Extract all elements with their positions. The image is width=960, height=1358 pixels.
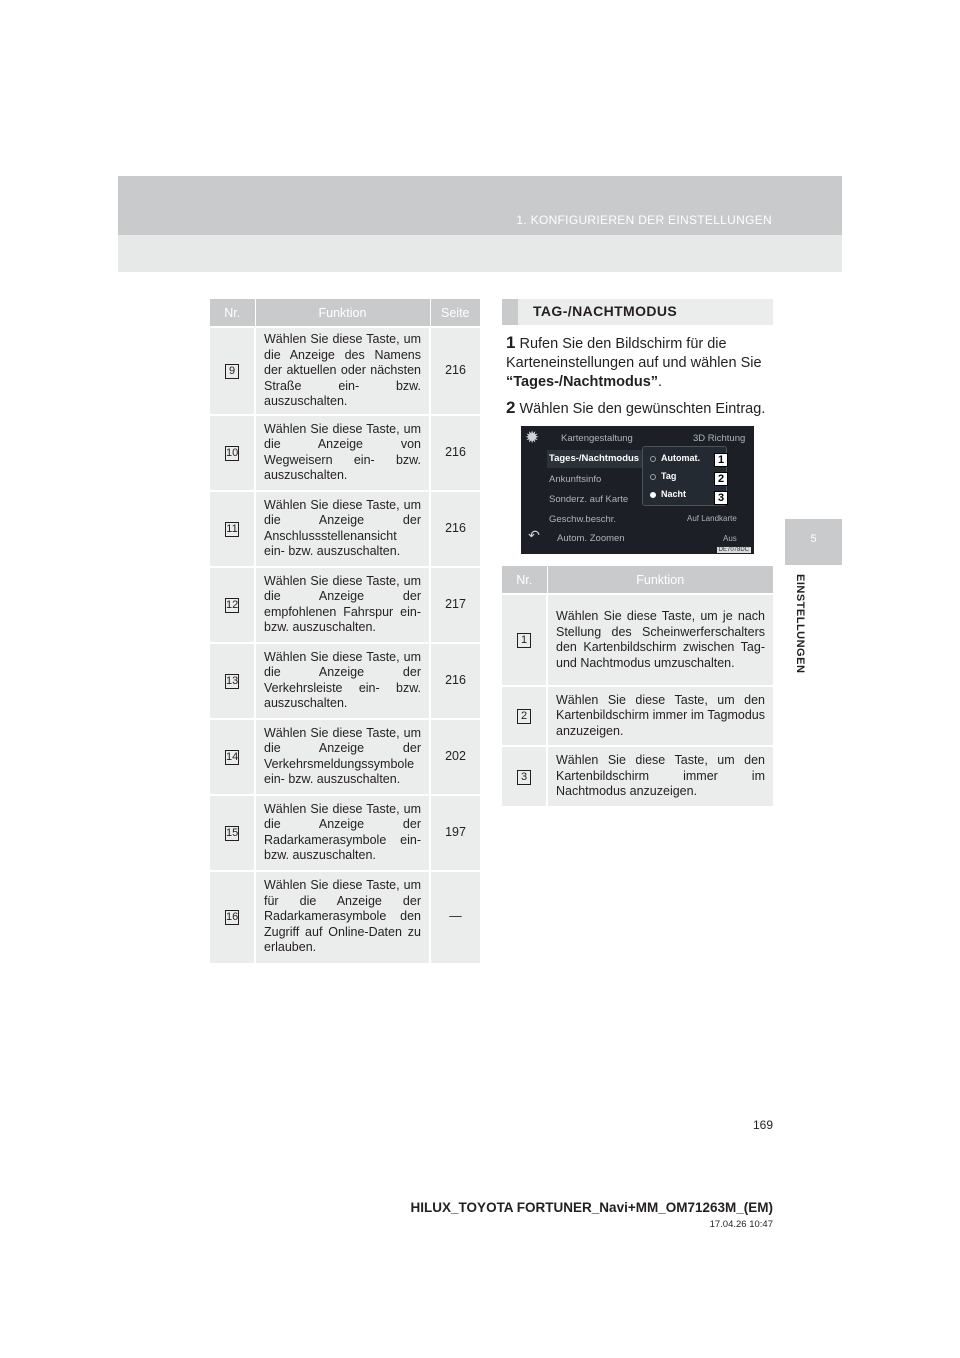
table-row: [502, 746, 773, 806]
radio-selected-icon: [650, 492, 656, 498]
row-function: Wählen Sie diese Taste, um die Anzeige des Namens der aktuellen oder nächsten Straße ein- bzw. auszuschalten.: [255, 327, 430, 415]
row-function: Wählen Sie diese Taste, um den Kartenbildschirm immer im Tagmodus anzuzeigen.: [547, 686, 773, 746]
section-heading-marker: [502, 299, 518, 325]
document-id: HILUX_TOYOTA FORTUNER_Navi+MM_OM71263M_(EM): [410, 1200, 773, 1215]
menu-item-value: Aus: [723, 534, 737, 543]
row-number-badge: 3: [517, 770, 531, 785]
col-header-funktion: Funktion: [547, 566, 773, 594]
menu-item: Autom. Zoomen: [557, 533, 625, 544]
row-number-badge: 9: [225, 364, 239, 379]
row-number-badge: 2: [517, 709, 531, 724]
section-title: TAG-/NACHTMODUS: [533, 303, 678, 319]
table-row: [210, 567, 480, 643]
row-function: Wählen Sie diese Taste, um die Anzeige der Verkehrsleiste ein- bzw. auszuschalten.: [255, 643, 430, 719]
radio-icon: [650, 474, 656, 480]
menu-item: Ankunftsinfo: [549, 474, 602, 485]
option-label: Nacht: [661, 489, 687, 499]
row-function: Wählen Sie diese Taste, um die Anzeige von Wegweisern ein- bzw. auszuschalten.: [255, 415, 430, 491]
table-row: [210, 795, 480, 871]
option-label: Tag: [661, 471, 677, 481]
table-row: [502, 594, 773, 686]
row-function: Wählen Sie diese Taste, um die Anzeige der Anschlussstellenansicht ein- bzw. auszuschalten.: [255, 491, 430, 567]
step-1: [506, 333, 774, 392]
table-row: [210, 327, 480, 415]
callout-badge: 1: [714, 453, 728, 467]
row-number-badge: 16: [226, 911, 239, 923]
settings-table: [210, 299, 480, 963]
row-page: 217: [430, 567, 480, 643]
row-page: —: [430, 871, 480, 963]
chapter-number: 5: [810, 533, 817, 545]
col-header-nr: Nr.: [502, 566, 547, 594]
callout-badge: 2: [714, 472, 728, 486]
table-row: [210, 871, 480, 963]
chapter-tab: [785, 519, 842, 565]
row-number-badge: 1: [517, 633, 531, 648]
row-function: Wählen Sie diese Taste, um die Anzeige der empfohlenen Fahrspur ein- bzw. auszuschalten.: [255, 567, 430, 643]
row-page: 216: [430, 415, 480, 491]
mode-table: [502, 566, 773, 806]
menu-item-value: 3D Richtung: [693, 433, 746, 444]
table-header-row: [502, 566, 773, 594]
step-number: 1: [506, 333, 516, 352]
row-function: Wählen Sie diese Taste, um den Kartenbildschirm immer im Nachtmodus anzuzeigen.: [547, 746, 773, 806]
table-row: [210, 719, 480, 795]
row-number-badge: 12: [226, 598, 239, 611]
col-header-funktion: Funktion: [255, 299, 430, 327]
print-timestamp: 17.04.26 10:47: [709, 1219, 773, 1230]
chapter-title: 1. KONFIGURIEREN DER EINSTELLUNGEN: [516, 213, 772, 227]
settings-screen-illustration: [521, 426, 754, 554]
col-header-nr: Nr.: [210, 299, 255, 327]
table-row: [210, 643, 480, 719]
row-number-badge: 10: [226, 446, 239, 459]
callout-badge: 3: [714, 491, 728, 505]
row-function: Wählen Sie diese Taste, um für die Anzeige der Radarkamerasymbole den Zugriff auf Online-Daten zu erlauben.: [255, 871, 430, 963]
page-number: 169: [752, 1118, 773, 1132]
menu-item: Geschw.beschr.: [549, 514, 617, 525]
table-header-row: [210, 299, 480, 327]
step-number: 2: [506, 398, 516, 417]
table-row: [502, 686, 773, 746]
step-emphasis: “Tages-/Nachtmodus”: [506, 374, 659, 390]
radio-icon: [650, 456, 656, 462]
row-number-badge: 14: [226, 750, 239, 763]
row-page: 216: [430, 327, 480, 415]
step-2: [506, 398, 774, 419]
row-number-badge: 13: [226, 674, 239, 687]
row-function: Wählen Sie diese Taste, um die Anzeige der Verkehrsmeldungssymbole ein- bzw. auszuschalten.: [255, 719, 430, 795]
menu-item-value: Auf Landkarte: [687, 514, 737, 523]
table-row: [210, 415, 480, 491]
row-page: 216: [430, 491, 480, 567]
image-code: DE7078DC: [718, 547, 749, 553]
table-row: [210, 491, 480, 567]
row-number-badge: 15: [226, 826, 239, 839]
page-header-top: [118, 176, 842, 235]
row-page: 202: [430, 719, 480, 795]
gear-icon: ✹: [525, 428, 540, 447]
row-page: 216: [430, 643, 480, 719]
menu-item: Kartengestaltung: [561, 433, 633, 444]
step-text: Rufen Sie den Bildschirm für die Karteneinstellungen auf und wählen Sie: [506, 336, 762, 371]
back-arrow-icon: ↶: [528, 527, 540, 543]
col-header-seite: Seite: [430, 299, 480, 327]
step-text: Wählen Sie den gewünschten Eintrag.: [519, 401, 766, 417]
menu-item: Sonderz. auf Karte: [549, 494, 629, 505]
chapter-side-label: EINSTELLUNGEN: [794, 574, 806, 674]
option-label: Automat.: [661, 453, 700, 463]
section-heading: [502, 299, 773, 325]
page-header: [118, 176, 842, 272]
row-number-badge: 11: [226, 522, 238, 535]
step-text-end: .: [658, 374, 663, 390]
row-page: 197: [430, 795, 480, 871]
row-function: Wählen Sie diese Taste, um je nach Stellung des Scheinwerferschalters den Kartenbildschirm zwischen Tag- und Nachtmodus umzuschalten.: [547, 594, 773, 686]
menu-item-selected: Tages-/Nachtmodus: [549, 453, 640, 464]
row-function: Wählen Sie diese Taste, um die Anzeige der Radarkamerasymbole ein- bzw. auszuschalten.: [255, 795, 430, 871]
